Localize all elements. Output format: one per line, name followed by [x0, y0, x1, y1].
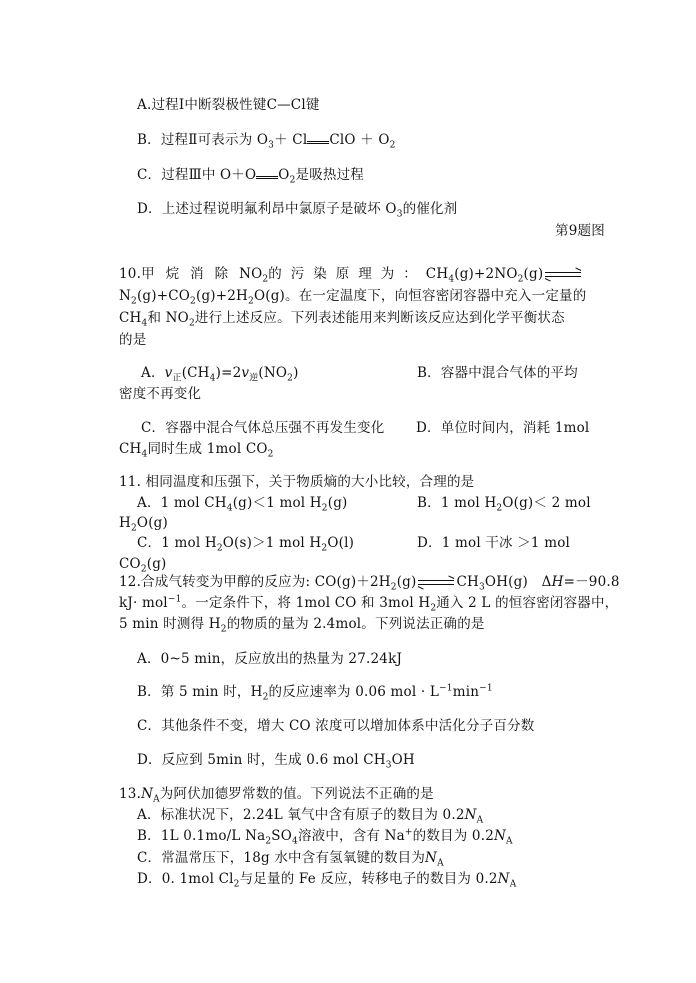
q9-option-c: C．过程Ⅲ中 O＋O $O_2$是吸热过程	[137, 167, 364, 186]
q11-option-d-line1: D．1 mol 干冰 ＞1 mol	[417, 535, 571, 551]
q9-option-a: A.过程Ⅰ中断裂极性键C—Cl键	[137, 97, 320, 113]
q11-option-d-line2: $CO_2(g)$	[119, 556, 167, 575]
q13-option-b: B．1L 0.1mo/L $Na_2SO_4$溶液中，含有 Na+的数目为 $0.2N_A$	[137, 827, 513, 847]
q10-option-c: C．容器中混合气体总压强不再发生变化	[141, 420, 385, 436]
q12-stem-line1: 12.合成气转变为甲醇的反应为: $CO(g)+2H_2(g)$ $CH_3OH(g)$ ΔH=－90.8	[119, 574, 620, 593]
q9-option-b: B．过程Ⅱ可表示为 $O_3+ Cl$ ClO ＋ $O_2$	[137, 132, 396, 151]
q13-option-c: C．常温常压下，18g 水中含有氢氧键的数目为$N_A$	[137, 850, 444, 869]
q12-stem-line2: kJ· mol$^{-1}$。一定条件下，将 1mol CO 和 3mol $H_2$通入 2 L 的恒容密闭容器中，	[119, 594, 619, 614]
q10-option-b-line1: B．容器中混合气体的平均	[417, 365, 578, 381]
q12-stem-line3: 5 min 时测得 $H_2$的物质的量为 2.4mol。下列说法正确的是	[119, 616, 485, 635]
q12-option-a: A．0~5 min，反应放出的热量为 27.24kJ	[137, 651, 403, 667]
q11-option-c: C．1 mol $H_2O(s)>1$ mol $H_2O(l)$	[137, 535, 355, 554]
q13-option-d: D．0. 1mol $Cl_2$与足量的 Fe 反应，转移电子的数目为 $0.2N_A$	[137, 871, 517, 890]
q9-option-d: D．上述过程说明氟利昂中氯原子是破坏 $O_3$的催化剂	[137, 201, 458, 220]
q10-stem-line3: $CH_4$和 $NO_2$进行上述反应。下列表述能用来判断该反应达到化学平衡状态	[119, 310, 565, 329]
q11-stem: 11. 相同温度和压强下，关于物质熵的大小比较，合理的是	[119, 474, 475, 490]
q11-option-b-line2: $H_2O(g)$	[119, 515, 168, 534]
q13-option-a: A．标准状况下，2.24L 氧气中含有原子的数目为 $0.2N_A$	[137, 807, 484, 826]
q10-option-d-line1: D．单位时间内，消耗 1mol	[416, 420, 590, 436]
q11-option-b-line1: B．1 mol $H_2O(g)< 2$ mol	[417, 495, 591, 514]
q10-stem-line1: 10. 甲烷消除 $NO_2$ 的污染原理为： $CH_4(g)+2NO_2(g)$	[119, 265, 575, 283]
q12-option-c: C．其他条件不变，增大 CO 浓度可以增加体系中活化分子百分数	[137, 718, 535, 734]
q12-option-b: B．第 5 min 时，$H_2$的反应速率为 0.06 mol · $L^{-1}\min^{-1}$	[137, 683, 493, 703]
q12-option-d: D．反应到 5min 时，生成 0.6 mol $CH_3OH$	[137, 752, 415, 771]
q10-stem-line4: 的是	[119, 332, 147, 348]
q11-option-a: A．1 mol $CH_4(g)<1$ mol $H_2(g)$	[137, 495, 348, 514]
q10-option-a: A．$v_正(CH_4)=2v_逆(NO_2)$	[141, 365, 299, 384]
figure-label: 第9题图	[555, 223, 605, 239]
equilibrium-arrow	[418, 578, 454, 588]
equilibrium-arrow	[545, 270, 581, 280]
q10-option-d-line2: $CH_4$同时生成 1mol $CO_2$	[119, 441, 274, 460]
q13-stem: $13.N_A$为阿伏加德罗常数的值。下列说法不正确的是	[119, 786, 434, 805]
q10-stem-line2: $N_2(g)+CO_2(g)+2H_2O(g)$。在一定温度下，向恒容密闭容器中充入一定量的	[119, 288, 587, 307]
q10-option-b-line2: 密度不再变化	[119, 386, 202, 402]
